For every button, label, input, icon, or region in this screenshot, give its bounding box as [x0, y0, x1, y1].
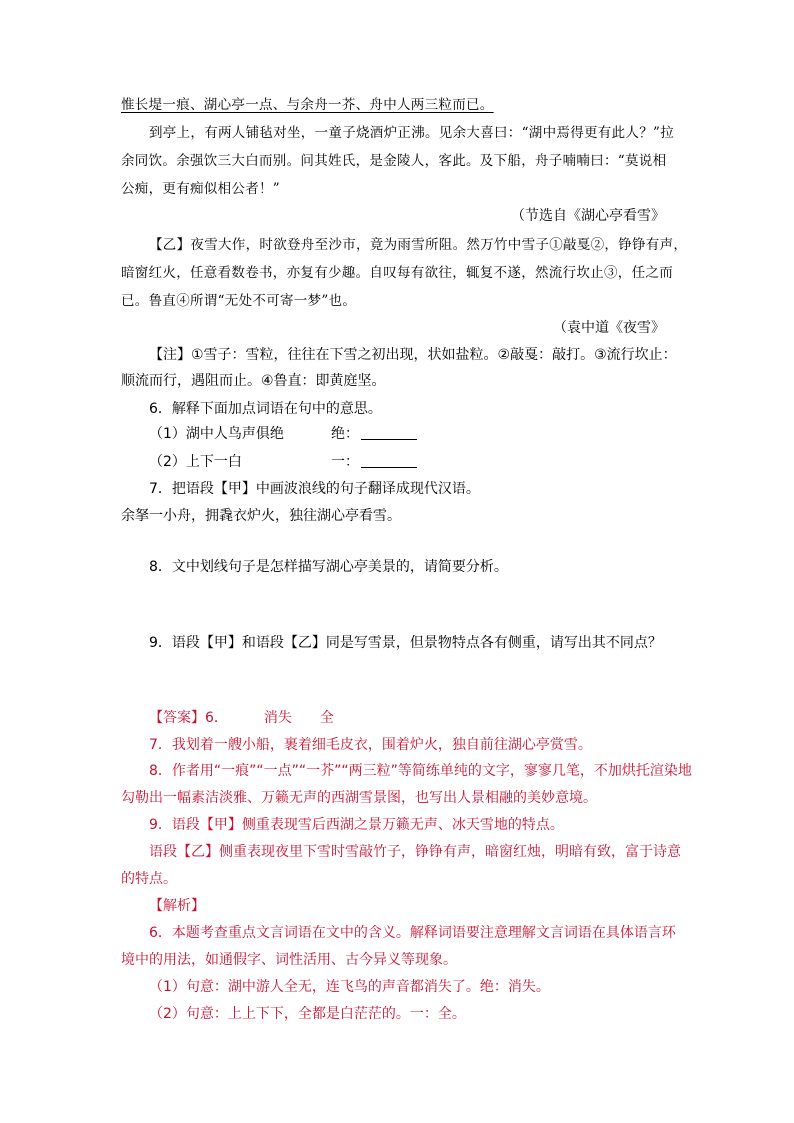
notes-line: 顺流而行，遇阻而止。④鲁直：即黄庭坚。 [121, 373, 386, 389]
question-6-item-1-answer: 绝： [331, 424, 417, 444]
question-6-item-2: （2）上下一白 [149, 454, 242, 470]
answer-8-line: 勾勒出一幅素洁淡雅、万籁无声的西湖雪景图，也写出人景相融的美妙意境。 [121, 790, 597, 806]
question-7-sentence: 余拏一小舟，拥毳衣炉火，独往湖心亭看雪。 [121, 508, 401, 524]
analysis-line: 6．本题考查重点文言词语在文中的含义。解释词语要注意理解文言词语在具体语言环 [149, 925, 676, 941]
answer-blank[interactable] [361, 453, 417, 468]
question-9: 9．语段【甲】和语段【乙】同是写雪景，但景物特点各有侧重，请写出其不同点？ [149, 635, 662, 651]
question-7-stem: 7．把语段【甲】中画波浪线的句子翻译成现代汉语。 [149, 481, 480, 497]
answer-9-yi-line: 的特点。 [121, 871, 177, 887]
passage-yi-line: 暗窗红火，任意看数卷书，亦复有少趣。自叹每有欲往，辄复不遂，然流行坎止③，任之而 [121, 265, 673, 281]
answer-8-line: 8．作者用“一痕”“一点”“一芥”“两三粒”等简练单纯的文字，寥寥几笔，不加烘托渲染地 [149, 763, 692, 779]
answer-9-yi-line: 语段【乙】侧重表现夜里下雪时雪敲竹子，铮铮有声，暗窗红烛，明暗有致，富于诗意 [149, 844, 681, 860]
analysis-label: 【解析】 [149, 898, 205, 914]
notes-line: 【注】①雪子：雪粒，往往在下雪之初出现，状如盐粒。②敲戛：敲打。③流行坎止： [149, 347, 677, 363]
passage-jia-underlined-sentence: 惟长堤一痕、湖心亭一点、与余舟一芥、舟中人两三粒而已。 [121, 97, 494, 113]
passage-jia-line: 公痴，更有痴似相公者！” [121, 181, 281, 197]
question-8: 8．文中划线句子是怎样描写湖心亭美景的，请简要分析。 [149, 559, 508, 575]
passage-yi-line: 已。鲁直④所谓“无处不可寄一梦”也。 [121, 293, 357, 309]
question-6-stem: 6．解释下面加点词语在句中的意思。 [149, 401, 382, 417]
question-6-item-2-answer: 一： [331, 452, 417, 472]
passage-yi-line: 【乙】夜雪大作，时欲登舟至沙市，竟为雨雪所阻。然万竹中雪子①敲戛②，铮铮有声， [149, 237, 688, 253]
analysis-item-2: （2）句意：上上下下，全都是白茫茫的。一：全。 [149, 1006, 466, 1022]
source-yi: （袁中道《夜雪》 [553, 320, 665, 336]
passage-jia-line: 到亭上，有两人铺毡对坐，一童子烧酒炉正沸。见余大喜曰：“湖中焉得更有此人？”拉 [149, 125, 675, 141]
passage-jia-line: 余同饮。余强饮三大白而别。问其姓氏，是金陵人，客此。及下船，舟子喃喃曰：“莫说相 [121, 153, 667, 169]
source-jia: （节选自《湖心亭看雪》 [511, 208, 665, 224]
answer-9-jia: 9．语段【甲】侧重表现雪后西湖之景万籁无声、冰天雪地的特点。 [149, 817, 564, 833]
answer-blank[interactable] [361, 425, 417, 440]
answer-7: 7．我划着一艘小船，裹着细毛皮衣，围着炉火，独自前往湖心亭赏雪。 [149, 737, 592, 753]
answer-6: 【答案】6． 消失 全 [149, 710, 334, 726]
analysis-line: 境中的用法，如通假字、词性活用、古今异义等现象。 [121, 952, 457, 968]
analysis-item-1: （1）句意：湖中游人全无，连飞鸟的声音都消失了。绝：消失。 [149, 979, 550, 995]
question-6-item-1: （1）湖中人鸟声俱绝 [149, 426, 284, 442]
